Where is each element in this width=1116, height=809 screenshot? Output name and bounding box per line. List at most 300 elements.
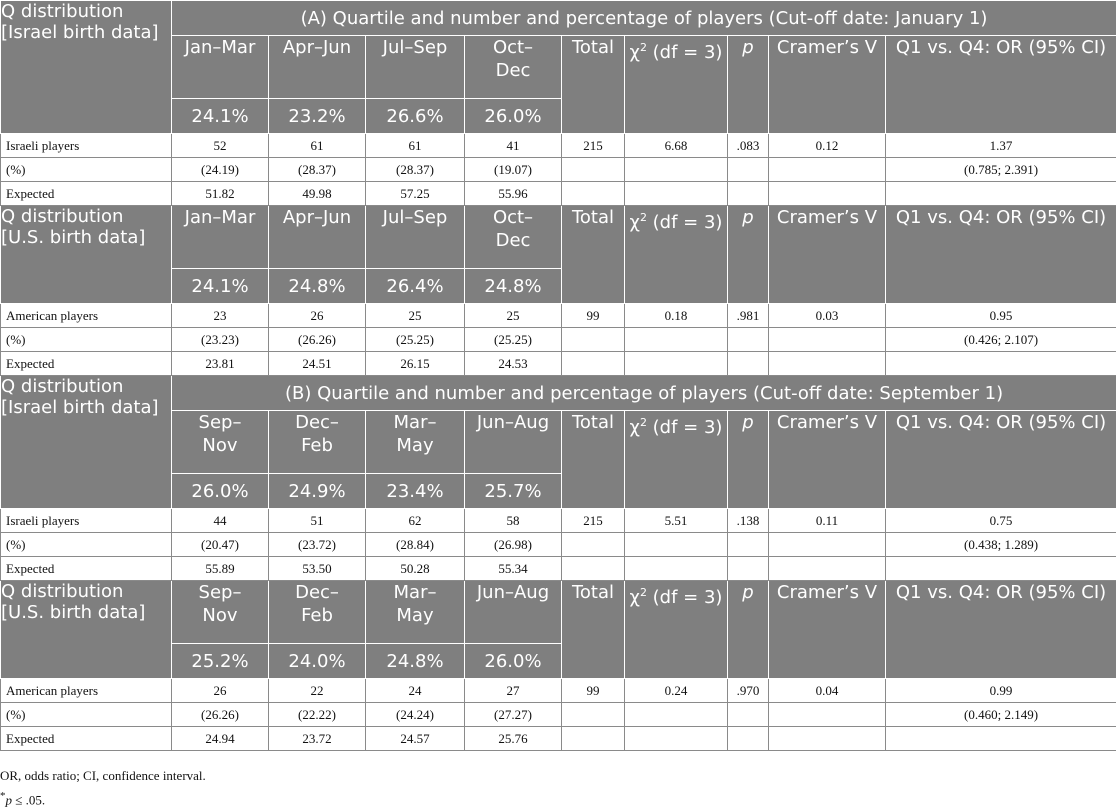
total-header bbox=[562, 36, 625, 134]
quartile-value-cell bbox=[269, 158, 366, 182]
chi-symbol: χ bbox=[629, 417, 640, 438]
row-label bbox=[1, 509, 172, 533]
quartile-label-line1: Jan–Mar bbox=[184, 207, 256, 228]
quartile-value-cell bbox=[366, 304, 465, 328]
quartile-value-cell bbox=[269, 509, 366, 533]
total-cell bbox=[562, 182, 625, 206]
odds-ratio-cell bbox=[886, 727, 1116, 751]
data-row bbox=[1, 679, 1116, 703]
quartile-value: 23.72 bbox=[302, 730, 332, 746]
p-label: p bbox=[742, 207, 754, 228]
quartile-value-cell bbox=[172, 703, 269, 727]
quartile-value-cell bbox=[172, 352, 269, 376]
total-cell-value: 215 bbox=[583, 512, 603, 528]
data-row bbox=[1, 182, 1116, 206]
birth-percentage-cell bbox=[269, 644, 366, 679]
birth-percentage-value: 26.0% bbox=[484, 105, 542, 127]
row-label-text: Israeli players bbox=[6, 512, 80, 528]
header-row bbox=[1, 206, 1116, 269]
quartile-label-line2: Nov bbox=[202, 435, 238, 456]
chi-square-cell-value: 0.18 bbox=[664, 307, 688, 323]
odds-ratio-header-label: Q1 vs. Q4: OR (95% CI) bbox=[895, 207, 1107, 228]
birth-percentage-cell bbox=[366, 644, 465, 679]
quartile-header bbox=[269, 411, 366, 474]
quartile-value: (23.23) bbox=[201, 331, 239, 347]
cramers-v-cell-value: 0.03 bbox=[815, 307, 839, 323]
cramers-v-cell-value: 0.04 bbox=[815, 682, 839, 698]
quartile-value-cell bbox=[366, 352, 465, 376]
birth-percentage-cell bbox=[465, 99, 562, 134]
quartile-header bbox=[269, 581, 366, 644]
chi-df: (df = 3) bbox=[646, 417, 723, 438]
quartile-value-cell bbox=[269, 134, 366, 158]
quartile-value-cell bbox=[366, 134, 465, 158]
cramers-v-cell bbox=[769, 533, 886, 557]
quartile-value-cell bbox=[269, 727, 366, 751]
quartile-value: 62 bbox=[408, 512, 422, 528]
quartile-value-cell bbox=[366, 158, 465, 182]
birth-percentage-value: 24.1% bbox=[191, 105, 249, 127]
chi-square-cell bbox=[625, 557, 728, 581]
odds-ratio-cell bbox=[886, 304, 1116, 328]
quartile-value: (28.84) bbox=[396, 536, 434, 552]
birth-percentage-value: 26.6% bbox=[386, 105, 444, 127]
quartile-value: 52 bbox=[213, 137, 227, 153]
quartile-value-cell bbox=[172, 727, 269, 751]
chi-square-header bbox=[625, 206, 728, 304]
cramers-v-header-label: Cramer’s V bbox=[776, 582, 878, 603]
p-value-cell bbox=[728, 158, 769, 182]
quartile-value-cell bbox=[465, 533, 562, 557]
cramers-v-header bbox=[769, 206, 886, 304]
quartile-value-cell bbox=[172, 328, 269, 352]
section-title-text: (B) Quartile and number and percentage of players (Cut-off date: September 1) bbox=[284, 382, 1004, 404]
total-header-label: Total bbox=[571, 37, 615, 58]
quartile-label-line1: Jul–Sep bbox=[382, 37, 448, 58]
cramers-v-cell bbox=[769, 509, 886, 533]
data-row bbox=[1, 158, 1116, 182]
quartile-header bbox=[366, 206, 465, 269]
quartile-header bbox=[465, 36, 562, 99]
footnote-significance bbox=[0, 790, 45, 808]
total-cell bbox=[562, 352, 625, 376]
quartile-value: 25.76 bbox=[498, 730, 528, 746]
total-header-label: Total bbox=[571, 207, 615, 228]
total-cell-value: 99 bbox=[586, 682, 600, 698]
birth-percentage-value: 23.4% bbox=[386, 480, 444, 502]
chi-square-header bbox=[625, 581, 728, 679]
quartile-label-line1: Dec– bbox=[295, 582, 339, 603]
row-label-text: Expected bbox=[6, 185, 55, 201]
quartile-value: (26.98) bbox=[494, 536, 532, 552]
chi-symbol: χ bbox=[629, 587, 640, 608]
chi-square-header bbox=[625, 36, 728, 134]
chi-square-cell bbox=[625, 182, 728, 206]
quartile-value-cell bbox=[269, 679, 366, 703]
chi-square-cell bbox=[625, 703, 728, 727]
odds-ratio-cell bbox=[886, 703, 1116, 727]
data-row bbox=[1, 304, 1116, 328]
chi-square-cell bbox=[625, 158, 728, 182]
p-value-cell bbox=[728, 328, 769, 352]
cramers-v-header-label: Cramer’s V bbox=[776, 37, 878, 58]
cramers-v-cell bbox=[769, 304, 886, 328]
quartile-label-line1: Oct– bbox=[492, 37, 534, 58]
quartile-value-cell bbox=[172, 557, 269, 581]
birth-percentage-value: 25.7% bbox=[484, 480, 542, 502]
birth-percentage-cell bbox=[366, 474, 465, 509]
quartile-value: 24.57 bbox=[400, 730, 430, 746]
quartile-label-line2: May bbox=[396, 435, 434, 456]
quartile-value: (20.47) bbox=[201, 536, 239, 552]
birth-percentage-cell bbox=[172, 269, 269, 304]
quartile-label-line1: Apr–Jun bbox=[282, 37, 352, 58]
chi-square-header bbox=[625, 411, 728, 509]
birth-percentage-value: 26.0% bbox=[484, 650, 542, 672]
quartile-value-cell bbox=[366, 557, 465, 581]
odds-ratio-cell-value: (0.460; 2.149) bbox=[964, 706, 1039, 722]
q-distribution-source: [Israel birth data] bbox=[1, 397, 159, 418]
row-label bbox=[1, 352, 172, 376]
data-row bbox=[1, 509, 1116, 533]
p-label: p bbox=[742, 582, 754, 603]
total-header bbox=[562, 206, 625, 304]
quartile-value-cell bbox=[366, 533, 465, 557]
quartile-value-cell bbox=[465, 509, 562, 533]
total-cell bbox=[562, 304, 625, 328]
odds-ratio-cell bbox=[886, 352, 1116, 376]
quartile-value-cell bbox=[269, 533, 366, 557]
row-label bbox=[1, 134, 172, 158]
birth-percentage-value: 24.0% bbox=[288, 650, 346, 672]
total-cell bbox=[562, 679, 625, 703]
p-value-cell-value: .083 bbox=[736, 137, 760, 153]
row-label bbox=[1, 679, 172, 703]
chi-square-cell bbox=[625, 533, 728, 557]
quartile-value: 50.28 bbox=[400, 560, 430, 576]
chi-square-cell bbox=[625, 509, 728, 533]
footnote-abbreviations: OR, odds ratio; CI, confidence interval. bbox=[0, 768, 206, 783]
quartile-header bbox=[366, 411, 465, 474]
p-value-cell bbox=[728, 352, 769, 376]
p-header bbox=[728, 36, 769, 134]
quartile-header bbox=[269, 36, 366, 99]
header-row bbox=[1, 1, 1116, 36]
quartile-value: 23.81 bbox=[205, 355, 235, 371]
quartile-value-cell bbox=[172, 509, 269, 533]
q-distribution-source: [U.S. birth data] bbox=[1, 602, 146, 623]
row-label-text: (%) bbox=[6, 706, 26, 722]
quartile-header bbox=[465, 581, 562, 644]
odds-ratio-header bbox=[886, 581, 1116, 679]
chi-square-cell bbox=[625, 134, 728, 158]
p-label: p bbox=[742, 412, 754, 433]
row-label-text: Expected bbox=[6, 730, 55, 746]
chi-square-cell bbox=[625, 727, 728, 751]
p-value-cell bbox=[728, 557, 769, 581]
odds-ratio-cell-value: 0.95 bbox=[989, 307, 1013, 323]
quartile-header bbox=[465, 411, 562, 474]
total-cell-value: 99 bbox=[586, 307, 600, 323]
quartile-value: 26 bbox=[213, 682, 227, 698]
quartile-value: (25.25) bbox=[396, 331, 434, 347]
row-label-text: Expected bbox=[6, 560, 55, 576]
total-cell bbox=[562, 509, 625, 533]
odds-ratio-cell-value: 0.75 bbox=[989, 512, 1013, 528]
birth-percentage-cell bbox=[465, 644, 562, 679]
data-row bbox=[1, 134, 1116, 158]
section-title bbox=[172, 1, 1116, 36]
total-header bbox=[562, 411, 625, 509]
birth-percentage-value: 24.8% bbox=[484, 275, 542, 297]
odds-ratio-header bbox=[886, 206, 1116, 304]
quartile-value-cell bbox=[172, 304, 269, 328]
chi-square-cell bbox=[625, 352, 728, 376]
quartile-label-line1: Jun–Aug bbox=[476, 412, 550, 433]
row-label bbox=[1, 158, 172, 182]
quartile-header bbox=[366, 36, 465, 99]
data-row bbox=[1, 703, 1116, 727]
data-row bbox=[1, 533, 1116, 557]
odds-ratio-cell bbox=[886, 509, 1116, 533]
total-cell bbox=[562, 703, 625, 727]
birth-percentage-cell bbox=[366, 269, 465, 304]
quartile-value: 27 bbox=[506, 682, 520, 698]
odds-ratio-header-label: Q1 vs. Q4: OR (95% CI) bbox=[895, 582, 1107, 603]
birth-percentage-cell bbox=[172, 99, 269, 134]
p-value-cell-value: .138 bbox=[736, 512, 760, 528]
chi-square-cell bbox=[625, 328, 728, 352]
cramers-v-header-label: Cramer’s V bbox=[776, 207, 878, 228]
cramers-v-header bbox=[769, 411, 886, 509]
q-distribution-source: [U.S. birth data] bbox=[1, 227, 146, 248]
quartile-label-line1: Sep– bbox=[198, 582, 242, 603]
chi-superscript: 2 bbox=[639, 416, 647, 429]
p-value-cell bbox=[728, 182, 769, 206]
quartile-value-cell bbox=[269, 703, 366, 727]
chi-square-cell-value: 5.51 bbox=[664, 512, 688, 528]
data-row bbox=[1, 352, 1116, 376]
quartile-value: (25.25) bbox=[494, 331, 532, 347]
p-header bbox=[728, 411, 769, 509]
p-value-cell bbox=[728, 703, 769, 727]
quartile-value: (22.22) bbox=[298, 706, 336, 722]
total-cell-value: 215 bbox=[583, 137, 603, 153]
odds-ratio-cell bbox=[886, 134, 1116, 158]
cramers-v-cell-value: 0.12 bbox=[815, 137, 839, 153]
quartile-value: 25 bbox=[408, 307, 422, 323]
quartile-value: 58 bbox=[506, 512, 520, 528]
quartile-value-cell bbox=[465, 134, 562, 158]
quartile-label-line2: Dec bbox=[495, 230, 531, 251]
quartile-label-line1: Mar– bbox=[393, 582, 437, 603]
odds-ratio-header-label: Q1 vs. Q4: OR (95% CI) bbox=[895, 412, 1107, 433]
quartile-header bbox=[465, 206, 562, 269]
q-distribution-label: Q distribution bbox=[1, 581, 124, 602]
cramers-v-cell bbox=[769, 158, 886, 182]
birth-percentage-cell bbox=[465, 269, 562, 304]
quartile-label-line1: Jul–Sep bbox=[382, 207, 448, 228]
p-value-cell bbox=[728, 727, 769, 751]
p-value-cell bbox=[728, 679, 769, 703]
chi-square-cell-value: 0.24 bbox=[664, 682, 688, 698]
row-label-text: Expected bbox=[6, 355, 55, 371]
footnote-asterisk: * bbox=[0, 790, 6, 802]
total-cell bbox=[562, 134, 625, 158]
quartile-value: 55.89 bbox=[205, 560, 235, 576]
odds-ratio-cell bbox=[886, 158, 1116, 182]
quartile-value: 55.96 bbox=[498, 185, 528, 201]
cramers-v-cell bbox=[769, 557, 886, 581]
footnote-p: p bbox=[5, 792, 12, 808]
chi-square-cell-value: 6.68 bbox=[664, 137, 688, 153]
odds-ratio-header-label: Q1 vs. Q4: OR (95% CI) bbox=[895, 37, 1107, 58]
quartile-value: 51.82 bbox=[205, 185, 235, 201]
total-header bbox=[562, 581, 625, 679]
p-header bbox=[728, 581, 769, 679]
row-label bbox=[1, 533, 172, 557]
p-value-cell-value: .981 bbox=[736, 307, 760, 323]
row-label-text: American players bbox=[6, 307, 99, 323]
quartile-value-cell bbox=[269, 352, 366, 376]
odds-ratio-cell bbox=[886, 557, 1116, 581]
chi-superscript: 2 bbox=[639, 586, 647, 599]
quartile-value-cell bbox=[366, 509, 465, 533]
quartile-value: (23.72) bbox=[298, 536, 336, 552]
quartile-value: (26.26) bbox=[201, 706, 239, 722]
quartile-label-line2: May bbox=[396, 605, 434, 626]
quartile-value: 61 bbox=[310, 137, 324, 153]
quartile-label-line2: Dec bbox=[495, 60, 531, 81]
quartile-value: 24 bbox=[408, 682, 422, 698]
p-value-cell bbox=[728, 509, 769, 533]
quartile-value: 24.51 bbox=[302, 355, 332, 371]
row-label-text: (%) bbox=[6, 161, 26, 177]
cramers-v-cell bbox=[769, 182, 886, 206]
quartile-value-cell bbox=[465, 304, 562, 328]
quartile-label-line1: Jan–Mar bbox=[184, 37, 256, 58]
quartile-label-line2: Feb bbox=[301, 435, 333, 456]
birth-percentage-cell bbox=[269, 474, 366, 509]
cramers-v-cell bbox=[769, 352, 886, 376]
quartile-value: 26.15 bbox=[400, 355, 430, 371]
birth-percentage-cell bbox=[366, 99, 465, 134]
quartile-value-cell bbox=[269, 557, 366, 581]
odds-ratio-header bbox=[886, 36, 1116, 134]
chi-superscript: 2 bbox=[639, 41, 647, 54]
quartile-value-cell bbox=[269, 304, 366, 328]
p-value-cell-value: .970 bbox=[736, 682, 760, 698]
quartile-value: 51 bbox=[310, 512, 324, 528]
cramers-v-cell-value: 0.11 bbox=[815, 512, 839, 528]
quartile-value-cell bbox=[465, 328, 562, 352]
quartile-value: (24.24) bbox=[396, 706, 434, 722]
q-distribution-header bbox=[1, 581, 172, 679]
row-label bbox=[1, 727, 172, 751]
total-cell bbox=[562, 533, 625, 557]
p-value-cell bbox=[728, 533, 769, 557]
chi-df: (df = 3) bbox=[646, 587, 723, 608]
cramers-v-cell bbox=[769, 134, 886, 158]
odds-ratio-cell bbox=[886, 533, 1116, 557]
section-title bbox=[172, 376, 1116, 411]
quartile-value-cell bbox=[172, 158, 269, 182]
odds-ratio-cell-value: (0.785; 2.391) bbox=[964, 161, 1039, 177]
q-distribution-header bbox=[1, 206, 172, 304]
chi-df: (df = 3) bbox=[646, 42, 723, 63]
quartile-label-line1: Mar– bbox=[393, 412, 437, 433]
birth-percentage-value: 24.1% bbox=[191, 275, 249, 297]
p-value-cell bbox=[728, 134, 769, 158]
q-distribution-header bbox=[1, 376, 172, 509]
cramers-v-cell bbox=[769, 703, 886, 727]
quartile-value-cell bbox=[366, 679, 465, 703]
chi-superscript: 2 bbox=[639, 211, 647, 224]
data-row bbox=[1, 727, 1116, 751]
total-header-label: Total bbox=[571, 412, 615, 433]
chi-df: (df = 3) bbox=[646, 212, 723, 233]
p-label: p bbox=[742, 37, 754, 58]
quartile-value: 61 bbox=[408, 137, 422, 153]
odds-ratio-cell-value: (0.426; 2.107) bbox=[964, 331, 1039, 347]
quartile-value-cell bbox=[465, 557, 562, 581]
birth-percentage-value: 25.2% bbox=[191, 650, 249, 672]
row-label bbox=[1, 328, 172, 352]
quartile-value: 22 bbox=[310, 682, 324, 698]
quartile-value: 23 bbox=[213, 307, 227, 323]
quartile-label-line2: Nov bbox=[202, 605, 238, 626]
quartile-value: 24.94 bbox=[205, 730, 235, 746]
quartile-value-cell bbox=[172, 533, 269, 557]
q-distribution-source: [Israel birth data] bbox=[1, 22, 159, 43]
header-row bbox=[1, 581, 1116, 644]
birth-percentage-cell bbox=[269, 269, 366, 304]
quartile-header bbox=[172, 206, 269, 269]
quartile-header bbox=[269, 206, 366, 269]
quartile-header bbox=[172, 581, 269, 644]
q-distribution-label: Q distribution bbox=[1, 206, 124, 227]
quartile-value: (28.37) bbox=[298, 161, 336, 177]
row-label bbox=[1, 703, 172, 727]
row-label-text: (%) bbox=[6, 331, 26, 347]
quartile-value: 24.53 bbox=[498, 355, 528, 371]
quartile-value: (26.26) bbox=[298, 331, 336, 347]
cramers-v-cell bbox=[769, 679, 886, 703]
quartile-header bbox=[172, 411, 269, 474]
birth-percentage-cell bbox=[172, 474, 269, 509]
quartile-value-cell bbox=[366, 703, 465, 727]
quartile-value-cell bbox=[269, 182, 366, 206]
cramers-v-header-label: Cramer’s V bbox=[776, 412, 878, 433]
quartile-value-cell bbox=[465, 727, 562, 751]
q-distribution-header bbox=[1, 1, 172, 134]
total-cell bbox=[562, 727, 625, 751]
cramers-v-header bbox=[769, 581, 886, 679]
quartile-value: (28.37) bbox=[396, 161, 434, 177]
quartile-value-cell bbox=[465, 679, 562, 703]
quartile-header bbox=[172, 36, 269, 99]
quartile-value-cell bbox=[172, 182, 269, 206]
quartile-value-cell bbox=[366, 182, 465, 206]
odds-ratio-cell-value: (0.438; 1.289) bbox=[964, 536, 1039, 552]
quartile-value-cell bbox=[172, 679, 269, 703]
p-value-cell bbox=[728, 304, 769, 328]
birth-percentage-cell bbox=[269, 99, 366, 134]
quartile-value: 26 bbox=[310, 307, 324, 323]
row-label bbox=[1, 304, 172, 328]
cramers-v-cell bbox=[769, 727, 886, 751]
odds-ratio-header bbox=[886, 411, 1116, 509]
